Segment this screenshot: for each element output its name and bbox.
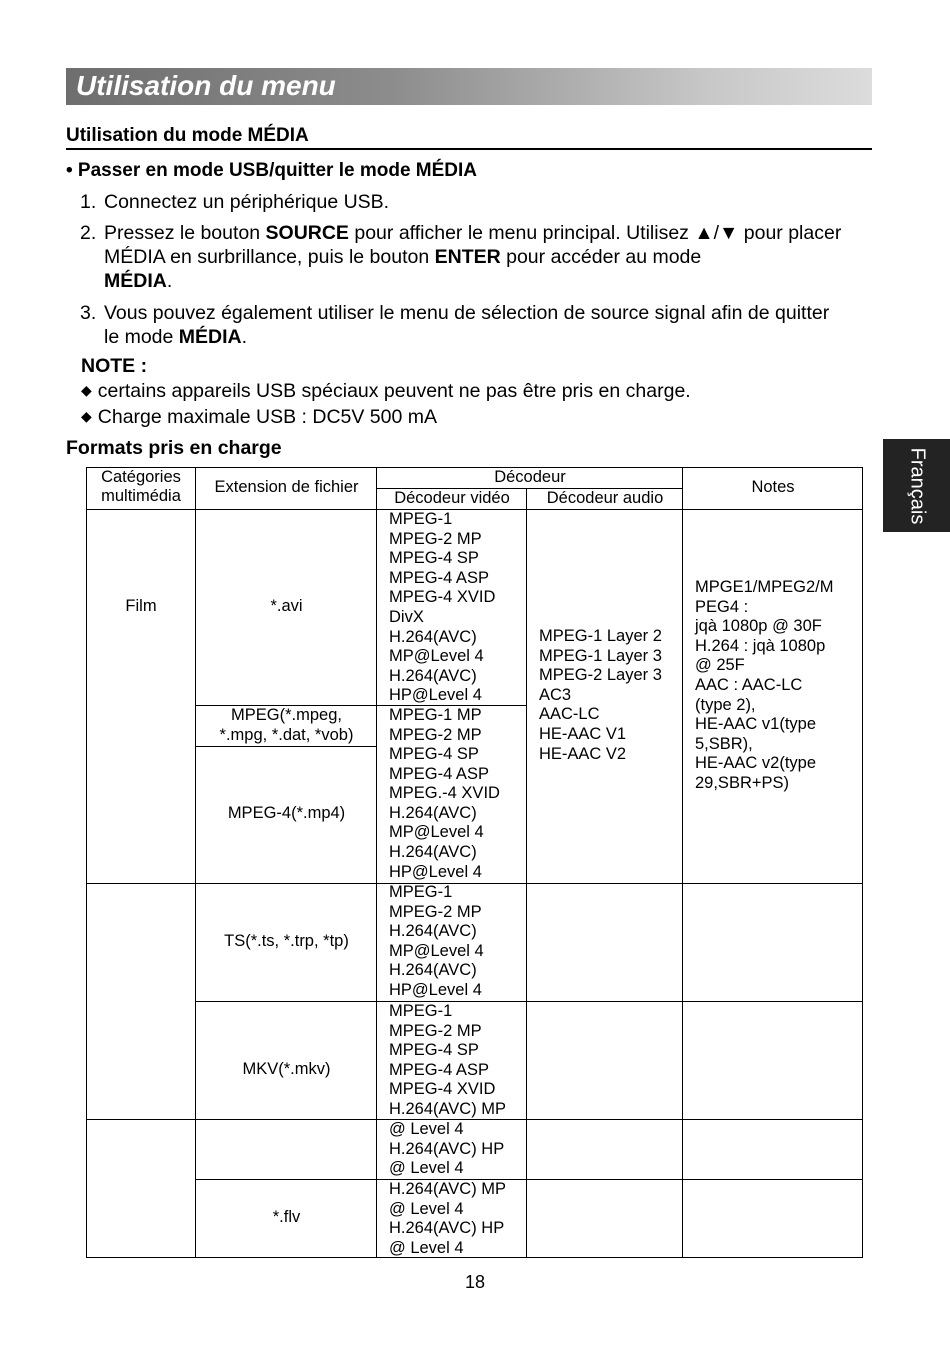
diamond-bullet-icon: ◆ xyxy=(81,382,92,398)
audio-codec: MPEG-1 Layer 2 xyxy=(539,627,662,645)
step-text-part: Pressez le bouton xyxy=(104,222,266,244)
video-codec: H.264(AVC) MP xyxy=(389,1099,507,1118)
media-keyword: MÉDIA xyxy=(104,270,167,292)
step-text-part: pour accéder au mode xyxy=(500,246,702,268)
video-codec: DivX xyxy=(389,607,424,626)
video-codec: MP@Level 4 xyxy=(389,941,484,960)
audio-decoder-cell xyxy=(539,627,662,764)
audio-codec: HE-AAC V1 xyxy=(539,724,627,743)
video-codec: MPEG-2 MP xyxy=(389,529,482,548)
note-line: HE-AAC v1(type xyxy=(695,715,817,734)
video-codec: MP@Level 4 xyxy=(389,823,484,842)
video-codec: H.264(AVC) xyxy=(389,961,477,980)
video-codec: MPEG-4 ASP xyxy=(389,568,489,587)
video-codec: HP@Level 4 xyxy=(389,862,482,881)
header-text: multimédia xyxy=(101,487,181,505)
video-codec: HP@Level 4 xyxy=(389,980,482,999)
note-line: MPGE1/MPEG2/M xyxy=(695,578,834,596)
step-text-part: pour afficher le menu principal. Utilisez ▲/▼ pour placer MÉDIA en surbrillance, puis le bouton xyxy=(104,222,842,268)
note-line: (type 2), xyxy=(695,695,756,714)
video-codec: H.264(AVC) xyxy=(389,842,477,861)
note-line: H.264 : jqà 1080p xyxy=(695,636,826,655)
video-codec: H.264(AVC) HP xyxy=(389,1219,505,1238)
header-text: Catégories xyxy=(101,468,181,486)
video-decoder-cell xyxy=(389,1180,506,1258)
media-keyword: MÉDIA xyxy=(178,326,242,348)
section-title: Utilisation du mode MÉDIA xyxy=(66,125,872,150)
video-codec: MPEG-1 xyxy=(389,883,453,901)
video-codec: MPEG-4 ASP xyxy=(389,1060,489,1079)
note-line: @ 25F xyxy=(695,656,745,675)
video-codec: H.264(AVC) xyxy=(389,627,477,646)
extension-cell xyxy=(196,706,377,745)
audio-codec: MPEG-1 Layer 3 xyxy=(539,646,662,665)
note-heading: NOTE : xyxy=(81,355,148,377)
video-decoder-cell xyxy=(389,1120,504,1179)
header-decoder: Décodeur xyxy=(494,468,566,486)
step-text xyxy=(104,221,849,293)
note-line: jqà 1080p @ 30F xyxy=(695,617,822,636)
extension-cell: *.flv xyxy=(272,1208,301,1226)
video-codec: MP@Level 4 xyxy=(389,647,484,666)
note-line: PEG4 : xyxy=(695,597,749,616)
step-text: Connectez un périphérique USB. xyxy=(104,191,390,213)
video-codec: MPEG-1 xyxy=(389,1002,453,1020)
source-keyword: SOURCE xyxy=(265,222,349,244)
header-banner xyxy=(66,68,872,105)
video-codec: MPEG-4 SP xyxy=(389,1041,479,1060)
video-codec: @ Level 4 xyxy=(389,1159,464,1178)
audio-codec: AC3 xyxy=(539,685,572,704)
extension-text: MPEG(*.mpeg, xyxy=(231,706,342,724)
header-audio-decoder: Décodeur audio xyxy=(546,489,664,507)
page-number: 18 xyxy=(464,1272,486,1292)
video-codec: MPEG-2 MP xyxy=(389,1021,482,1040)
video-codec: MPEG.-4 XVID xyxy=(389,784,500,803)
extension-cell: MKV(*.mkv) xyxy=(242,1060,331,1078)
extension-cell: TS(*.ts, *.trp, *tp) xyxy=(224,932,349,950)
bullet-heading: • Passer en mode USB/quitter le mode MÉDIA xyxy=(66,160,478,181)
note-line: AAC : AAC-LC xyxy=(695,675,803,694)
step-number: 2. xyxy=(80,222,97,244)
video-decoder-cell xyxy=(389,706,482,745)
note-line: HE-AAC v2(type xyxy=(695,754,817,773)
video-codec: HP@Level 4 xyxy=(389,686,482,705)
audio-codec: MPEG-2 Layer 3 xyxy=(539,666,662,685)
video-codec: H.264(AVC) xyxy=(389,922,477,941)
video-codec: MPEG-1 MP xyxy=(389,706,482,724)
formats-heading: Formats pris en charge xyxy=(66,437,282,459)
audio-codec: AAC-LC xyxy=(539,705,600,724)
header-video-decoder: Décodeur vidéo xyxy=(394,489,510,507)
video-decoder-cell xyxy=(389,510,495,706)
video-decoder-cell xyxy=(389,883,484,1001)
diamond-bullet-icon: ◆ xyxy=(81,408,92,424)
step-number: 1. xyxy=(80,191,97,213)
enter-keyword: ENTER xyxy=(434,246,501,268)
step-number: 3. xyxy=(80,302,97,324)
note-item xyxy=(81,406,437,429)
step-text-part: . xyxy=(166,270,173,292)
video-codec: MPEG-2 MP xyxy=(389,902,482,921)
video-codec: MPEG-4 XVID xyxy=(389,588,496,607)
step-text-part: . xyxy=(241,326,248,348)
extension-cell: MPEG-4(*.mp4) xyxy=(227,804,346,822)
note-item-text: Charge maximale USB : DC5V 500 mA xyxy=(97,406,437,428)
category-cell: Film xyxy=(125,597,157,615)
note-item-text: certains appareils USB spéciaux peuvent ne pas être pris en charge. xyxy=(97,380,691,402)
video-codec: H.264(AVC) xyxy=(389,803,477,822)
video-codec: MPEG-4 SP xyxy=(389,745,479,763)
video-codec: @ Level 4 xyxy=(389,1238,464,1257)
header-extension: Extension de fichier xyxy=(214,478,359,496)
video-codec: MPEG-1 xyxy=(389,510,453,528)
video-codec: MPEG-4 XVID xyxy=(389,1080,496,1099)
extension-text: *.mpg, *.dat, *vob) xyxy=(219,725,354,744)
language-tab-label: Français xyxy=(906,447,928,524)
step-text xyxy=(104,301,834,349)
video-codec: MPEG-4 ASP xyxy=(389,764,489,783)
header-notes: Notes xyxy=(751,478,795,496)
video-codec: MPEG-4 SP xyxy=(389,549,479,568)
note-item xyxy=(81,380,691,403)
extension-cell: *.avi xyxy=(270,597,303,615)
language-tab xyxy=(883,439,950,532)
formats-table xyxy=(86,467,863,1259)
video-decoder-cell xyxy=(389,745,500,882)
step-text-part: Vous pouvez également utiliser le menu de sélection de source signal afin de quitter le mode xyxy=(104,302,830,348)
video-codec: H.264(AVC) MP xyxy=(389,1180,507,1198)
header-categories xyxy=(86,468,196,506)
video-decoder-cell xyxy=(389,1002,506,1120)
note-line: 5,SBR), xyxy=(695,734,753,753)
note-line: 29,SBR+PS) xyxy=(695,773,790,792)
video-codec: @ Level 4 xyxy=(389,1120,464,1138)
page-title: Utilisation du menu xyxy=(76,70,336,101)
video-codec: H.264(AVC) xyxy=(389,666,477,685)
video-codec: @ Level 4 xyxy=(389,1199,464,1218)
video-codec: MPEG-2 MP xyxy=(389,725,482,744)
video-codec: H.264(AVC) HP xyxy=(389,1139,505,1158)
audio-codec: HE-AAC V2 xyxy=(539,744,627,763)
notes-cell xyxy=(695,578,833,794)
